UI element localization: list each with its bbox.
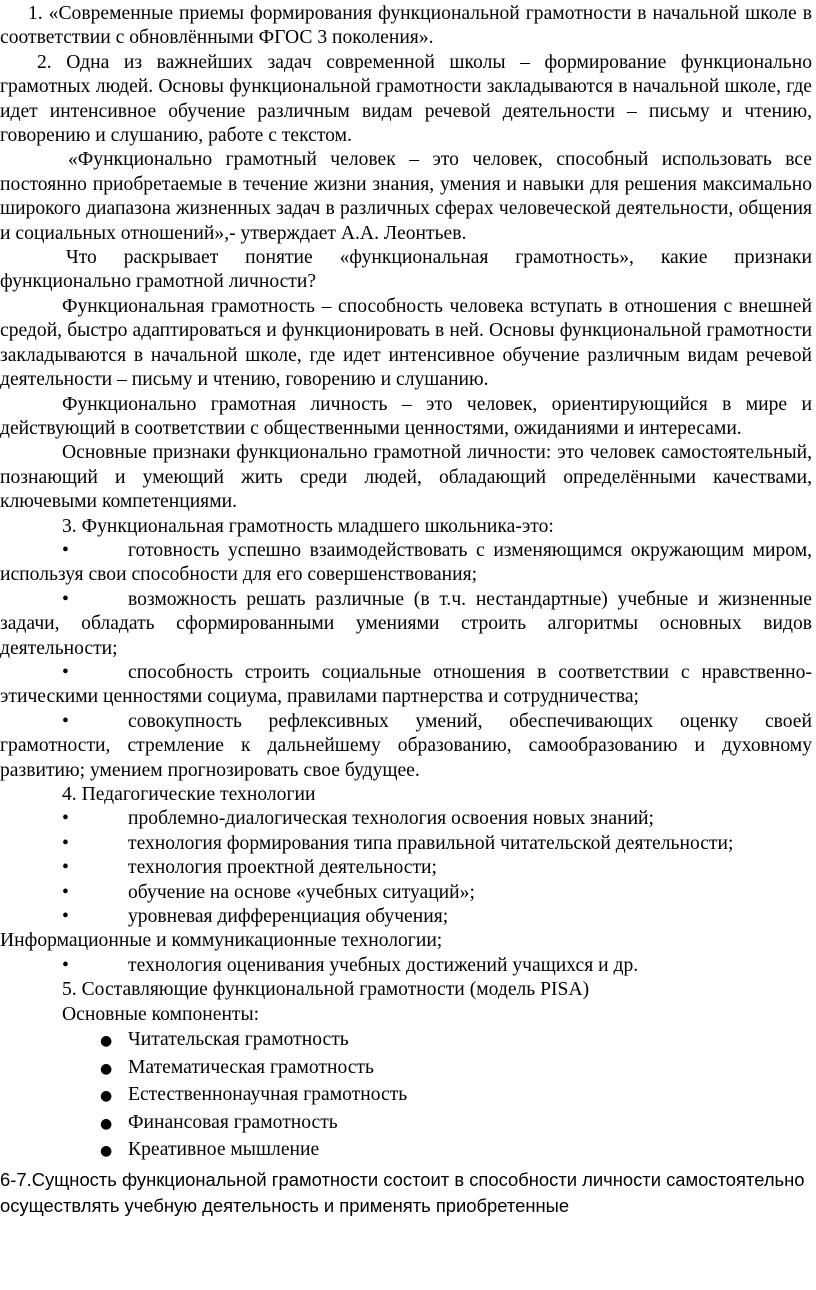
section-4-item-6 <box>0 954 812 978</box>
paragraph-6-7: 6-7.Сущность функциональной грамотности состоит в способности личности самостоятельно осуществлять учебную деятельность и применять приобретенные <box>0 1169 805 1217</box>
disc-bullet-icon: ● <box>100 1060 113 1077</box>
bullet-marker: • <box>62 906 69 928</box>
section-4-item-2-text: технология формирования типа правильной читательской деятельности; <box>128 832 734 854</box>
component-item-1-text: Читательская грамотность <box>128 1029 349 1051</box>
section-4-item-2 <box>0 832 812 856</box>
bullet-marker: • <box>62 710 69 732</box>
component-item-4 <box>0 1110 812 1138</box>
disc-bullet-icon: ● <box>100 1033 113 1050</box>
section-4-item-4-text: обучение на основе «учебных ситуаций»; <box>128 881 475 903</box>
section-4-item-6-text: технология оценивания учебных достижений учащихся и др. <box>128 954 639 976</box>
section-4-item-3 <box>0 856 812 880</box>
section-4-item-5-text: уровневая дифференциация обучения; <box>128 906 449 928</box>
section-3-item-2 <box>0 588 812 661</box>
paragraph-1-title: 1. «Современные приемы формирования функциональной грамотности в начальной школе в соответствии с обновлёнными ФГОС 3 поколения». <box>0 3 812 49</box>
component-item-5-text: Креативное мышление <box>128 1139 320 1161</box>
bullet-marker: • <box>62 808 69 830</box>
bullet-marker: • <box>62 588 69 610</box>
component-item-3 <box>0 1082 812 1110</box>
section-3-item-4-text: совокупность рефлексивных умений, обеспечивающих оценку своей грамотности, стремление к дальнейшему образованию, самообразованию и духовному развитию; умением прогнозировать свое будущее. <box>0 710 812 781</box>
paragraph-2: 2. Одна из важнейших задач современной школы – формирование функционально грамотных людей. Основы функциональной грамотности закладываются в начальной школе, где идет интенсивное обучение различным видам речевой деятельности – письму и чтению, говорению и слушанию, работе с текстом. <box>0 51 812 147</box>
disc-bullet-icon: ● <box>100 1143 113 1160</box>
bullet-marker: • <box>62 881 69 903</box>
bullet-marker: • <box>62 832 69 854</box>
section-3-item-1-text: готовность успешно взаимодействовать с изменяющимся окружающим миром, используя свои способности для его совершенствования; <box>0 539 812 586</box>
section-4-item-4 <box>0 881 812 905</box>
component-item-2-text: Математическая грамотность <box>128 1056 374 1078</box>
bullet-marker: • <box>62 857 69 879</box>
section-3-item-4 <box>0 710 812 783</box>
section-3-item-1 <box>0 539 812 588</box>
disc-bullet-icon: ● <box>100 1115 113 1132</box>
section-5-subheading: Основные компоненты: <box>62 1003 260 1025</box>
section-4-item-5 <box>0 905 812 929</box>
paragraph-4-question: Что раскрывает понятие «функциональная грамотность», какие признаки функционально грамотной личности? <box>0 247 812 293</box>
component-item-4-text: Финансовая грамотность <box>128 1111 338 1133</box>
document-page <box>0 2 812 1219</box>
bullet-marker: • <box>62 954 69 976</box>
paragraph-5-definition: Функциональная грамотность – способность человека вступать в отношения с внешней средой, быстро адаптироваться и функционировать в ней. Основы функциональной грамотности закладываются в начальной школе, где идет интенсивное обучение различным видам речевой деятельности – письму и чтению, говорению и слушанию. <box>0 295 812 391</box>
component-item-3-text: Естественнонаучная грамотность <box>128 1084 408 1106</box>
section-3-heading: 3. Функциональная грамотность младшего школьника-это: <box>62 515 554 537</box>
disc-bullet-icon: ● <box>100 1088 113 1105</box>
bullet-marker: • <box>62 539 69 561</box>
component-item-1 <box>0 1027 812 1055</box>
section-4-ict-line: Информационные и коммуникационные технологии; <box>0 930 443 952</box>
section-3-item-3-text: способность строить социальные отношения в соответствии с нравственно-этическими ценностями социума, правилами партнерства и сотрудничества; <box>0 661 812 708</box>
section-4-heading: 4. Педагогические технологии <box>62 784 316 805</box>
section-4-item-1-text: проблемно-диалогическая технология освоения новых знаний; <box>128 808 654 830</box>
component-item-5 <box>0 1137 812 1165</box>
paragraph-6-definition: Функционально грамотная личность – это человек, ориентирующийся в мире и действующий в соответствии с общественными ценностями, ожиданиями и интересами. <box>0 393 812 439</box>
component-item-2 <box>0 1055 812 1083</box>
section-3-item-3 <box>0 661 812 710</box>
section-4-item-1 <box>0 807 812 831</box>
paragraph-3-quote: «Функционально грамотный человек – это человек, способный использовать все постоянно приобретаемые в течение жизни знания, умения и навыки для решения максимально широкого диапазона жизненных задач в различных сферах человеческой деятельности, общения и социальных отношений»,- утверждает А.А. Леонтьев. <box>0 149 812 244</box>
bullet-marker: • <box>62 661 69 683</box>
section-4-item-3-text: технология проектной деятельности; <box>128 857 437 879</box>
section-5-heading: 5. Составляющие функциональной грамотности (модель PISA) <box>62 979 590 1001</box>
section-3-item-2-text: возможность решать различные (в т.ч. нестандартные) учебные и жизненные задачи, обладать сформированными умениями строить алгоритмы основных видов деятельности; <box>0 588 812 659</box>
paragraph-7-features: Основные признаки функционально грамотной личности: это человек самостоятельный, познающий и умеющий жить среди людей, обладающий определёнными качествами, ключевыми компетенциями. <box>0 442 812 513</box>
